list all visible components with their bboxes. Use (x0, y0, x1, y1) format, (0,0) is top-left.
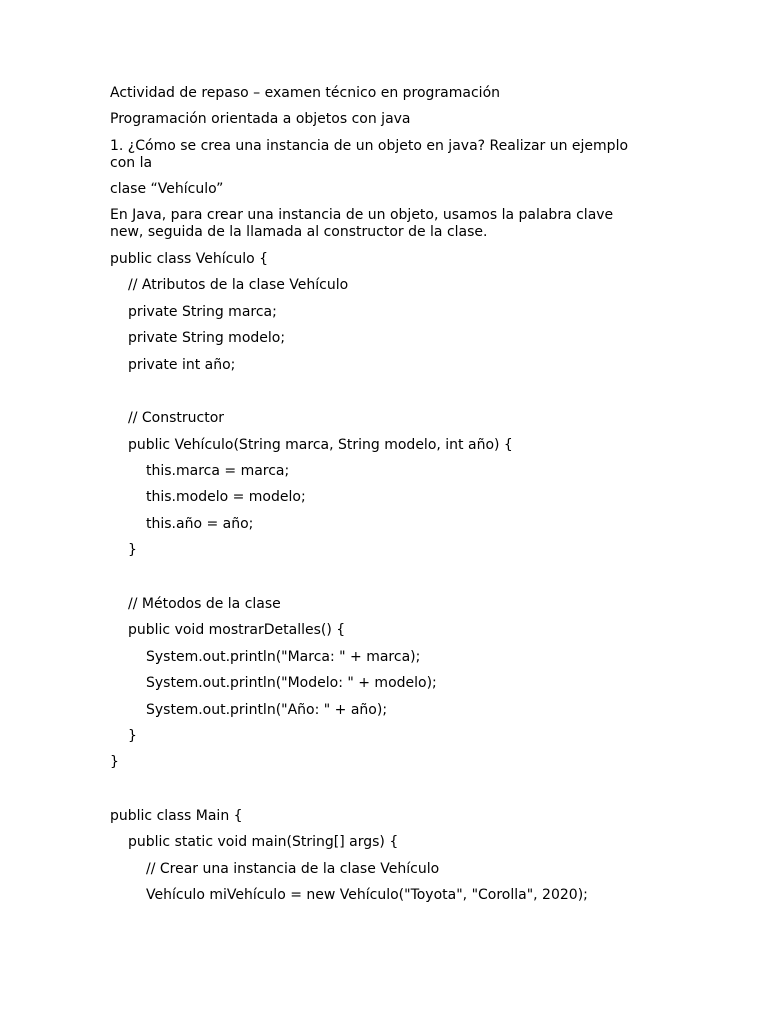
code-line: System.out.println("Marca: " + marca); (146, 649, 421, 665)
code-line: public Vehículo(String marca, String modelo, int año) { (128, 437, 513, 453)
code-line: public class Vehículo { (110, 251, 269, 267)
code-line: this.modelo = modelo; (146, 489, 306, 505)
code-line: private String marca; (128, 304, 277, 320)
code-line: // Métodos de la clase (128, 596, 281, 612)
document-title: Actividad de repaso – examen técnico en programación (110, 85, 501, 101)
code-line: public void mostrarDetalles() { (128, 622, 346, 638)
code-line: Vehículo miVehículo = new Vehículo("Toyota", "Corolla", 2020); (146, 887, 588, 903)
code-line: System.out.println("Año: " + año); (146, 702, 388, 718)
code-line: // Crear una instancia de la clase Vehículo (146, 861, 440, 877)
code-line: this.año = año; (146, 516, 254, 532)
document-subtitle: Programación orientada a objetos con java (110, 111, 411, 127)
code-line: } (110, 754, 119, 770)
code-line: public class Main { (110, 808, 243, 824)
code-line: this.marca = marca; (146, 463, 290, 479)
code-line: System.out.println("Modelo: " + modelo); (146, 675, 437, 691)
code-line: // Constructor (128, 410, 225, 426)
answer-paragraph: En Java, para crear una instancia de un objeto, usamos la palabra clave new, seguida de la llamada al constructor de la clase. (110, 207, 614, 240)
code-line: private String modelo; (128, 330, 286, 346)
question-continuation: clase “Vehículo” (110, 181, 224, 197)
question-text: 1. ¿Cómo se crea una instancia de un objeto en java? Realizar un ejemplo con la (110, 138, 629, 171)
code-line: private int año; (128, 357, 236, 373)
code-line: } (128, 728, 137, 744)
code-line: public static void main(String[] args) { (128, 834, 399, 850)
code-line: } (128, 542, 137, 558)
code-line: // Atributos de la clase Vehículo (128, 277, 349, 293)
